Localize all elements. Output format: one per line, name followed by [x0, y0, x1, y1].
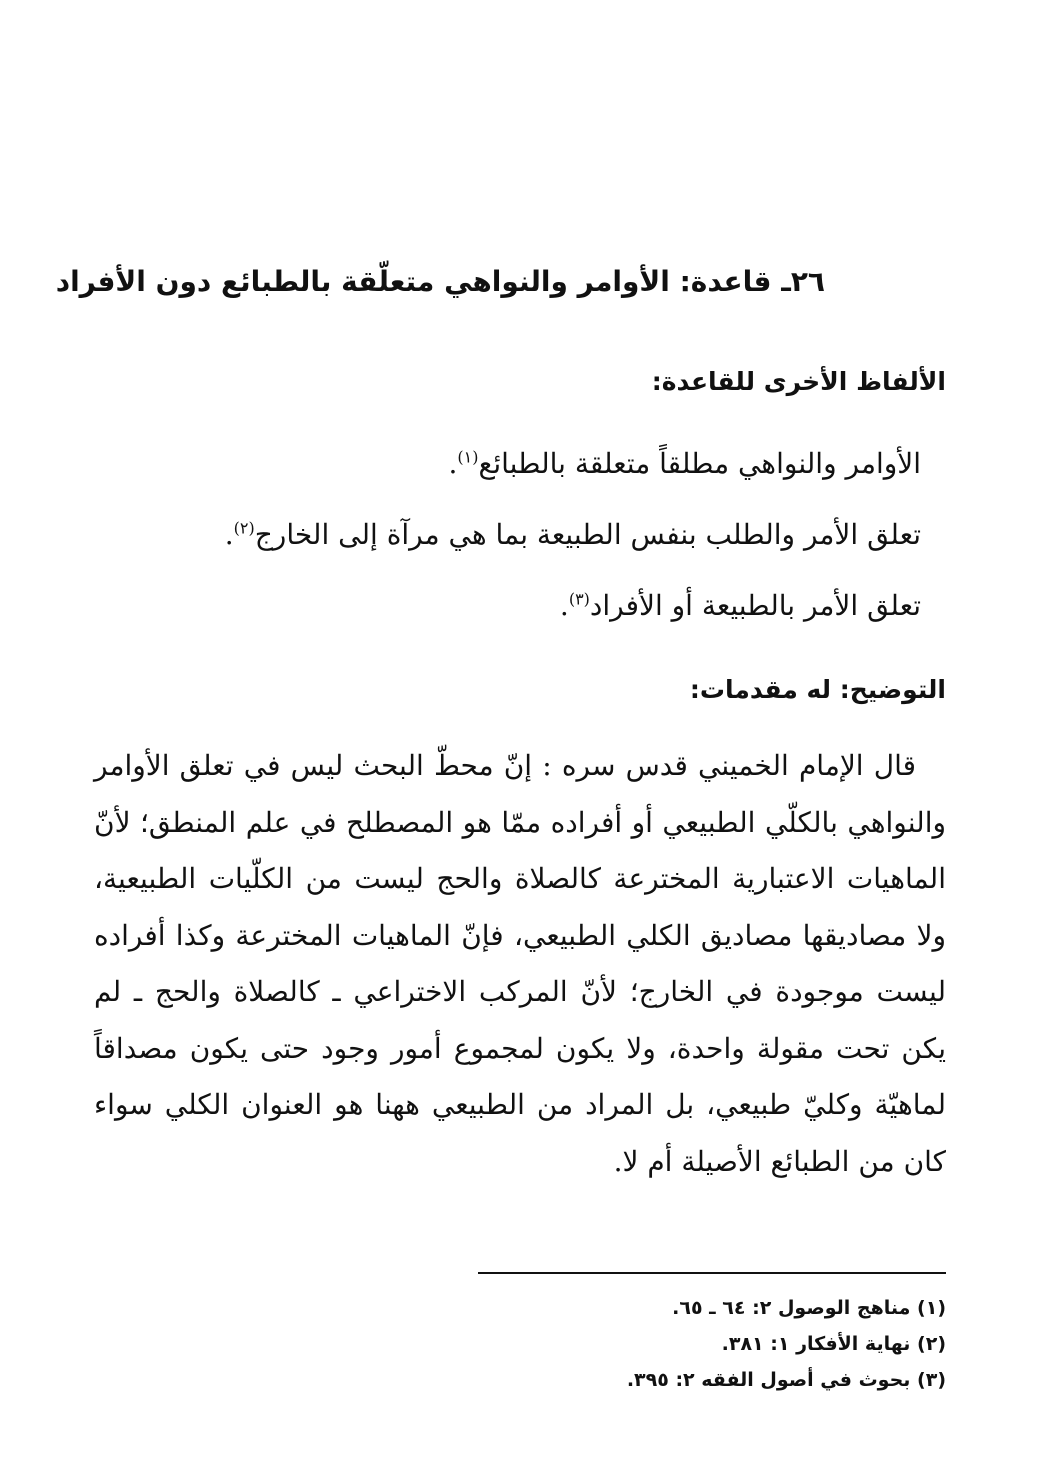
footnote-reference: (١) — [457, 447, 479, 467]
synonyms-heading: الألفاظ الأخرى للقاعدة: — [651, 367, 946, 396]
synonym-end: . — [224, 518, 234, 551]
footnote-2: (٢) نهاية الأفكار ١: ٣٨١. — [721, 1333, 946, 1355]
explanation-heading: التوضيح: له مقدمات: — [689, 675, 946, 704]
synonyms-list — [101, 428, 921, 641]
synonym-text: تعلق الأمر والطلب بنفس الطبيعة بما هي مرآة إلى الخارج — [254, 518, 921, 551]
synonym-line — [101, 428, 921, 499]
footnote-divider — [478, 1272, 946, 1274]
synonym-end: . — [559, 589, 569, 622]
footnotes — [146, 1290, 946, 1398]
body-paragraph: قال الإمام الخميني قدس سره : إنّ محطّ البحث ليس في تعلق الأوامر والنواهي بالكلّي الطبيعي أو أفراده ممّا هو المصطلح في علم المنطق؛ لأنّ الماهيات الاعتبارية المخترعة كالصلاة والحج ليست من الكلّيات الطبيعية، ولا مصاديقها مصاديق الكلي الطبيعي، فإنّ الماهيات المخترعة وكذا أفراده ليست موجودة في الخارج؛ لأنّ المركب الاختراعي ـ كالصلاة والحج ـ لم يكن تحت مقولة واحدة، ولا يكون لمجموع أمور وجود حتى يكون مصداقاً لماهيّة وكليّ طبيعي، بل المراد من الطبيعي ههنا هو العنوان الكلي سواء كان من الطبائع الأصيلة أم لا. — [94, 749, 946, 1178]
footnote-1: (١) مناهج الوصول ٢: ٦٤ ـ ٦٥. — [672, 1297, 946, 1319]
synonym-text: تعلق الأمر بالطبيعة أو الأفراد — [589, 589, 921, 622]
footnote-3: (٣) بحوث في أصول الفقه ٢: ٣٩٥. — [626, 1369, 946, 1391]
synonym-line — [101, 570, 921, 641]
synonym-text: الأوامر والنواهي مطلقاً متعلقة بالطبائع — [478, 447, 921, 480]
rule-title: ٢٦ـ قاعدة: الأوامر والنواهي متعلّقة بالطبائع دون الأفراد — [55, 265, 825, 298]
footnote-reference: (٣) — [568, 589, 590, 609]
synonym-end: . — [448, 447, 458, 480]
footnote-reference: (٢) — [233, 518, 255, 538]
synonym-line — [101, 499, 921, 570]
